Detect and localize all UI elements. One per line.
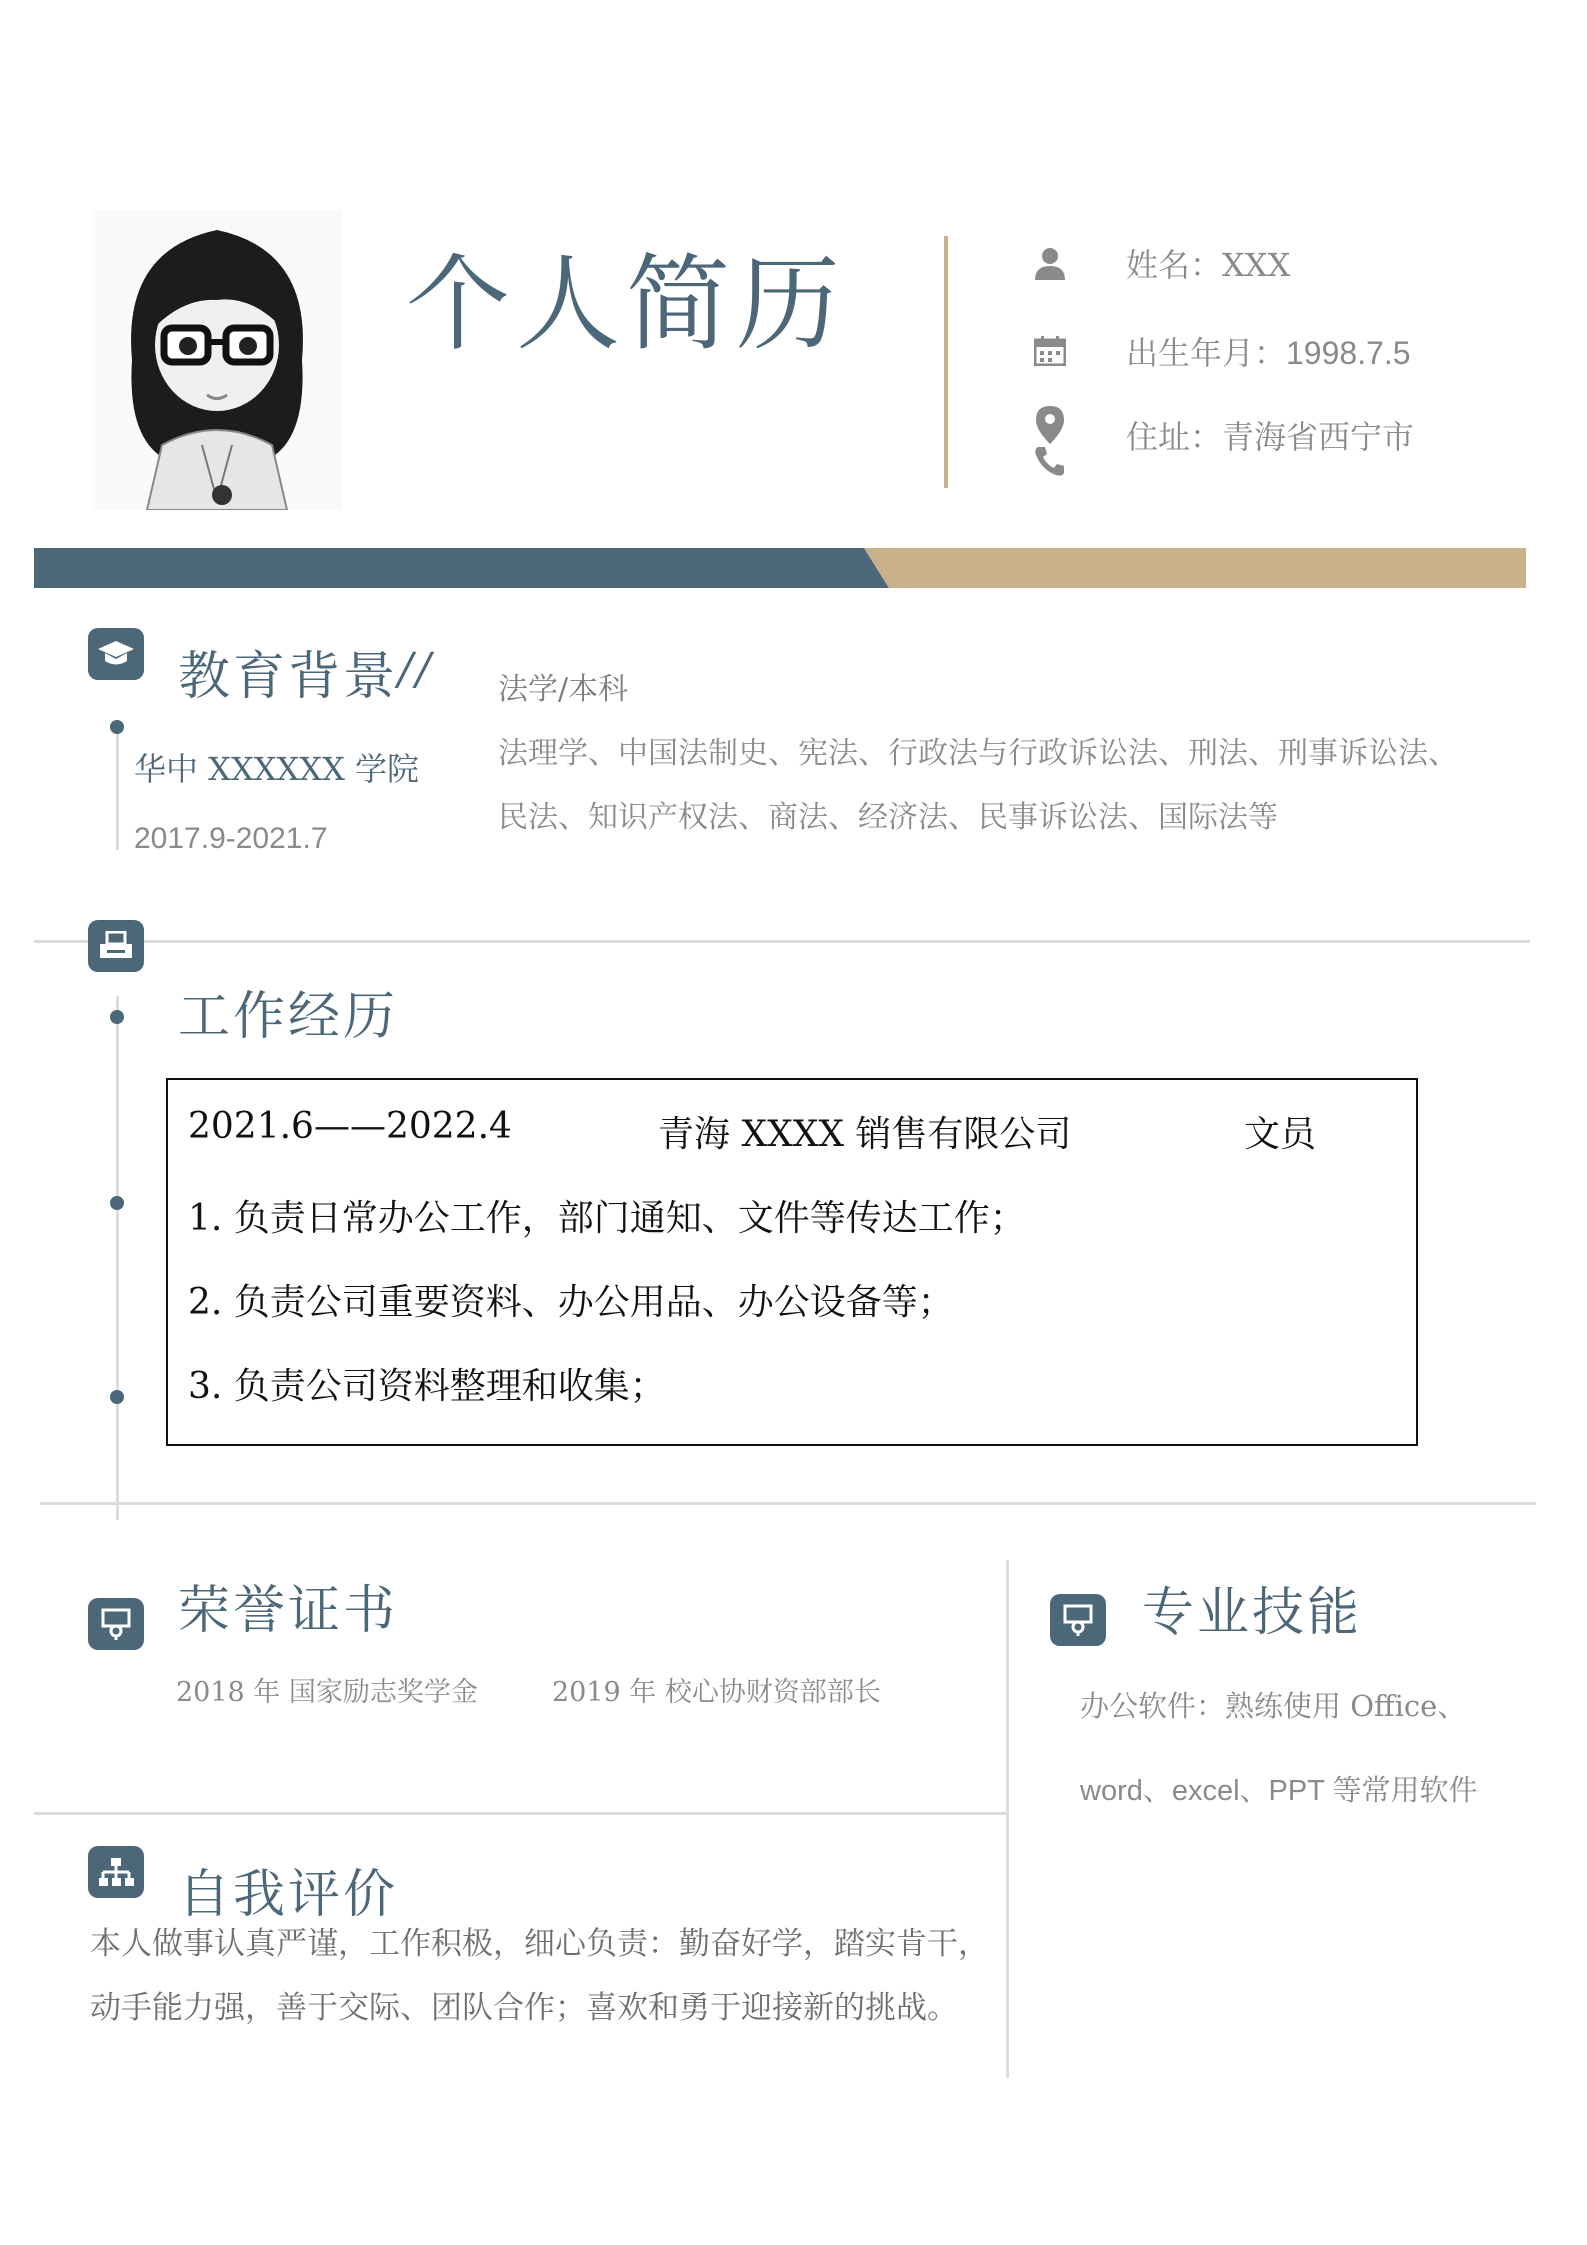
heading-slash-decoration: // xyxy=(398,644,434,695)
resume-title: 个人简历 xyxy=(406,243,847,365)
certificate-icon xyxy=(1050,1594,1106,1646)
timeline-dot xyxy=(110,1196,124,1210)
work-duty: 2. 负责公司重要资料、办公用品、办公设备等； xyxy=(188,1282,954,1323)
contact-name xyxy=(1030,238,1290,288)
header-divider xyxy=(944,236,948,488)
skills-heading: 专业技能 xyxy=(1142,1583,1363,1643)
phone-icon xyxy=(1030,441,1070,481)
contact-birth-text: 出生年月：1998.7.5 xyxy=(1126,335,1411,371)
self-eval-line-1: 本人做事认真严谨，工作积极，细心负责：勤奋好学，踏实肯干， xyxy=(90,1926,989,1962)
graduation-cap-icon xyxy=(88,628,144,680)
major: 法学/本科 xyxy=(498,672,629,707)
contact-birth xyxy=(1030,326,1411,376)
self-eval-heading: 自我评价 xyxy=(178,1865,399,1925)
timeline-dot xyxy=(110,720,124,734)
honor-item: 2019 年 校心协财资部部长 xyxy=(552,1677,881,1708)
section-divider xyxy=(34,940,1530,943)
school-name: 华中 XXXXXX 学院 xyxy=(134,750,420,788)
honors-heading: 荣誉证书 xyxy=(178,1581,399,1641)
work-duty: 3. 负责公司资料整理和收集； xyxy=(188,1366,666,1407)
timeline-dot xyxy=(110,1010,124,1024)
courses-line-1: 法理学、中国法制史、宪法、行政法与行政诉讼法、刑法、刑事诉讼法、 xyxy=(498,736,1458,771)
self-eval-line-2: 动手能力强，善于交际、团队合作；喜欢和勇于迎接新的挑战。 xyxy=(90,1990,958,2026)
column-divider xyxy=(1006,1560,1009,2078)
skills-line-2: word、excel、PPT 等常用软件 xyxy=(1080,1775,1478,1807)
certificate-icon xyxy=(88,1598,144,1650)
person-icon xyxy=(1030,243,1070,283)
courses-line-2: 民法、知识产权法、商法、经济法、民事诉讼法、国际法等 xyxy=(498,800,1278,835)
header-band xyxy=(34,548,1526,588)
contact-name-text: 姓名：XXX xyxy=(1126,246,1291,284)
calendar-icon xyxy=(1030,331,1070,371)
work-period: 2021.6——2022.4 xyxy=(188,1106,512,1147)
skills-line-1: 办公软件：熟练使用 Office、 xyxy=(1080,1689,1467,1723)
work-entry-box xyxy=(166,1078,1418,1446)
section-divider xyxy=(34,1812,1008,1815)
printer-icon xyxy=(88,920,144,972)
education-period: 2017.9-2021.7 xyxy=(134,822,328,855)
education-heading: 教育背景// xyxy=(178,644,434,707)
contact-phone xyxy=(1030,436,1126,486)
work-heading: 工作经历 xyxy=(178,987,399,1047)
org-chart-icon xyxy=(88,1846,144,1898)
work-position: 文员 xyxy=(1244,1114,1317,1155)
avatar xyxy=(92,210,342,510)
honor-item: 2018 年 国家励志奖学金 xyxy=(176,1677,478,1708)
education-timeline xyxy=(116,734,119,850)
timeline-dot xyxy=(110,1390,124,1404)
contact-address-text: 住址：青海省西宁市 xyxy=(1126,418,1415,456)
work-duty: 1. 负责日常办公工作，部门通知、文件等传达工作； xyxy=(188,1198,1026,1239)
work-timeline xyxy=(116,996,119,1520)
section-divider xyxy=(40,1502,1536,1505)
work-company: 青海 XXXX 销售有限公司 xyxy=(658,1114,1072,1155)
